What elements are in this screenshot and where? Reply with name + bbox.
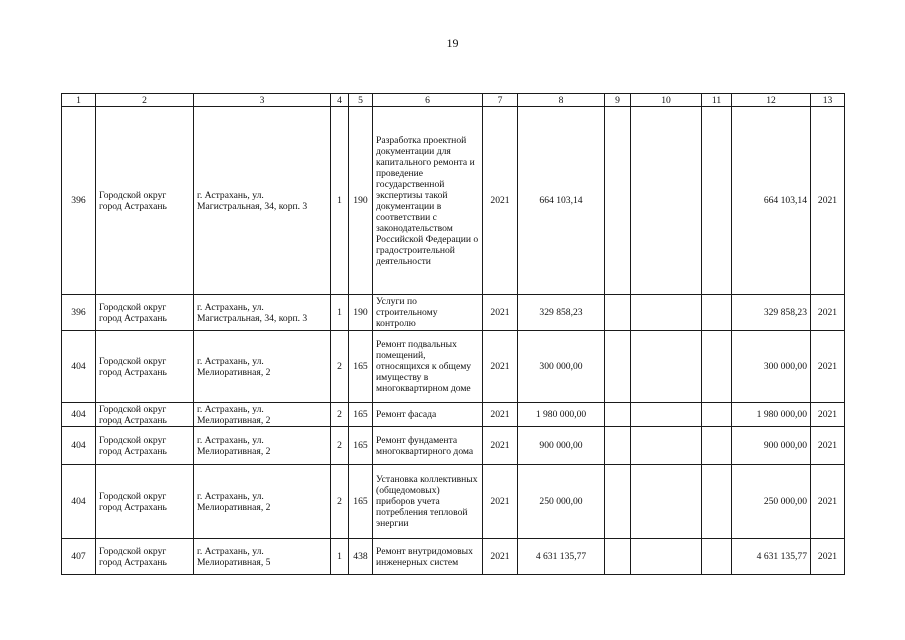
cell-work-type: Установка коллективных (общедомовых) приборов учета потребления тепловой энергии <box>373 465 483 539</box>
cell-amount: 900 000,00 <box>518 427 605 465</box>
cell-amount: 664 103,14 <box>518 107 605 295</box>
cell-row-number: 407 <box>62 539 96 575</box>
cell-total: 250 000,00 <box>732 465 811 539</box>
cell-year-end: 2021 <box>811 331 845 403</box>
col-header: 2 <box>96 94 194 107</box>
cell-year: 2021 <box>483 295 518 331</box>
col-header: 6 <box>373 94 483 107</box>
cell-address: г. Астрахань, ул. Магистральная, 34, корп. 3 <box>194 107 331 295</box>
cell-col4: 1 <box>331 295 349 331</box>
cell-amount: 4 631 135,77 <box>518 539 605 575</box>
col-header: 8 <box>518 94 605 107</box>
cell-year: 2021 <box>483 465 518 539</box>
table-row <box>62 295 845 331</box>
col-header: 7 <box>483 94 518 107</box>
cell-col11 <box>702 295 732 331</box>
cell-municipality: Городской округ город Астрахань <box>96 465 194 539</box>
cell-work-type: Ремонт фундамента многоквартирного дома <box>373 427 483 465</box>
cell-municipality: Городской округ город Астрахань <box>96 107 194 295</box>
cell-total: 329 858,23 <box>732 295 811 331</box>
cell-year: 2021 <box>483 403 518 427</box>
cell-col9 <box>605 539 631 575</box>
cell-row-number: 404 <box>62 403 96 427</box>
cell-work-type: Услуги по строительному контролю <box>373 295 483 331</box>
col-header: 3 <box>194 94 331 107</box>
cell-year: 2021 <box>483 427 518 465</box>
cell-municipality: Городской округ город Астрахань <box>96 331 194 403</box>
cell-col11 <box>702 403 732 427</box>
col-header: 11 <box>702 94 732 107</box>
cell-year: 2021 <box>483 331 518 403</box>
cell-col10 <box>631 427 702 465</box>
col-header: 4 <box>331 94 349 107</box>
col-header: 5 <box>349 94 373 107</box>
cell-municipality: Городской округ город Астрахань <box>96 403 194 427</box>
table-row <box>62 107 845 295</box>
table-row <box>62 403 845 427</box>
cell-year-end: 2021 <box>811 427 845 465</box>
cell-col10 <box>631 295 702 331</box>
table-row <box>62 539 845 575</box>
cell-amount: 329 858,23 <box>518 295 605 331</box>
cell-col11 <box>702 331 732 403</box>
col-header: 1 <box>62 94 96 107</box>
cell-amount: 250 000,00 <box>518 465 605 539</box>
cell-col11 <box>702 107 732 295</box>
table-row <box>62 427 845 465</box>
table-row <box>62 465 845 539</box>
cell-col5: 165 <box>349 427 373 465</box>
cell-col10 <box>631 403 702 427</box>
cell-year-end: 2021 <box>811 107 845 295</box>
cell-total: 4 631 135,77 <box>732 539 811 575</box>
cell-address: г. Астрахань, ул. Мелиоративная, 2 <box>194 465 331 539</box>
cell-work-type: Ремонт внутридомовых инженерных систем <box>373 539 483 575</box>
cell-amount: 1 980 000,00 <box>518 403 605 427</box>
cell-address: г. Астрахань, ул. Мелиоративная, 2 <box>194 403 331 427</box>
cell-address: г. Астрахань, ул. Мелиоративная, 2 <box>194 331 331 403</box>
cell-col9 <box>605 295 631 331</box>
cell-col5: 190 <box>349 107 373 295</box>
cell-col4: 2 <box>331 403 349 427</box>
cell-municipality: Городской округ город Астрахань <box>96 427 194 465</box>
cell-year-end: 2021 <box>811 465 845 539</box>
col-header: 13 <box>811 94 845 107</box>
cell-row-number: 404 <box>62 465 96 539</box>
cell-address: г. Астрахань, ул. Магистральная, 34, корп. 3 <box>194 295 331 331</box>
cell-amount: 300 000,00 <box>518 331 605 403</box>
cell-row-number: 404 <box>62 427 96 465</box>
cell-work-type: Ремонт фасада <box>373 403 483 427</box>
cell-work-type: Ремонт подвальных помещений, относящихся к общему имуществу в многоквартирном доме <box>373 331 483 403</box>
cell-col5: 438 <box>349 539 373 575</box>
col-header: 10 <box>631 94 702 107</box>
cell-municipality: Городской округ город Астрахань <box>96 539 194 575</box>
cell-col9 <box>605 107 631 295</box>
cell-year: 2021 <box>483 107 518 295</box>
cell-col10 <box>631 465 702 539</box>
cell-year-end: 2021 <box>811 403 845 427</box>
col-header: 12 <box>732 94 811 107</box>
table-row <box>62 331 845 403</box>
program-table <box>61 93 845 575</box>
cell-col9 <box>605 465 631 539</box>
cell-col4: 1 <box>331 539 349 575</box>
cell-col11 <box>702 539 732 575</box>
cell-row-number: 396 <box>62 295 96 331</box>
cell-address: г. Астрахань, ул. Мелиоративная, 5 <box>194 539 331 575</box>
cell-col4: 2 <box>331 331 349 403</box>
cell-col5: 165 <box>349 403 373 427</box>
cell-col9 <box>605 403 631 427</box>
cell-col4: 1 <box>331 107 349 295</box>
cell-total: 1 980 000,00 <box>732 403 811 427</box>
cell-row-number: 404 <box>62 331 96 403</box>
header-row <box>62 94 845 107</box>
cell-total: 664 103,14 <box>732 107 811 295</box>
col-header: 9 <box>605 94 631 107</box>
cell-col9 <box>605 427 631 465</box>
cell-col10 <box>631 331 702 403</box>
cell-col10 <box>631 107 702 295</box>
cell-row-number: 396 <box>62 107 96 295</box>
cell-total: 900 000,00 <box>732 427 811 465</box>
page-number: 19 <box>446 36 459 50</box>
cell-col4: 2 <box>331 427 349 465</box>
cell-col5: 165 <box>349 331 373 403</box>
cell-year-end: 2021 <box>811 295 845 331</box>
cell-col10 <box>631 539 702 575</box>
cell-year: 2021 <box>483 539 518 575</box>
cell-col11 <box>702 465 732 539</box>
cell-address: г. Астрахань, ул. Мелиоративная, 2 <box>194 427 331 465</box>
cell-col5: 165 <box>349 465 373 539</box>
cell-col5: 190 <box>349 295 373 331</box>
cell-year-end: 2021 <box>811 539 845 575</box>
cell-total: 300 000,00 <box>732 331 811 403</box>
cell-col11 <box>702 427 732 465</box>
cell-col4: 2 <box>331 465 349 539</box>
cell-work-type: Разработка проектной документации для капитального ремонта и проведение государственной экспертизы такой документации в соответствии с законодательством Российской Федерации о градостроительной деятельности <box>373 107 483 295</box>
cell-col9 <box>605 331 631 403</box>
cell-municipality: Городской округ город Астрахань <box>96 295 194 331</box>
